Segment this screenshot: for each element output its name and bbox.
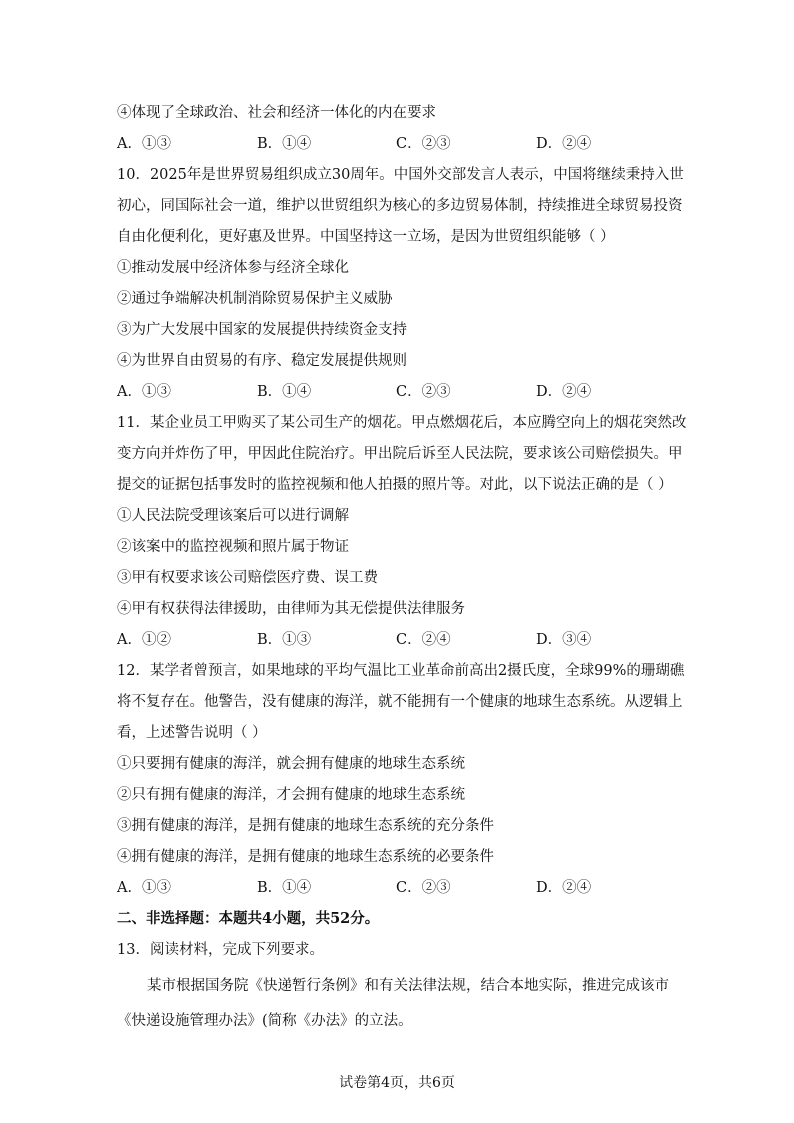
q10-statement-4: ④为世界自由贸易的有序、稳定发展提供规则 — [117, 353, 407, 369]
q12-option-d: D．②④ — [536, 880, 592, 896]
q9-statement-4: ④体现了全球政治、社会和经济一体化的内在要求 — [117, 105, 436, 121]
q11-statement-3: ③甲有权要求该公司赔偿医疗费、误工费 — [117, 570, 378, 586]
q9-option-d: D．②④ — [536, 136, 592, 152]
q12-stem-line-2: 将不复存在。他警告，没有健康的海洋，就不能拥有一个健康的地球生态系统。从逻辑上 — [117, 694, 683, 710]
q11-statement-4: ④甲有权获得法律援助，由律师为其无偿提供法律服务 — [117, 601, 465, 617]
q11-statement-1: ①人民法院受理该案后可以进行调解 — [117, 508, 349, 524]
q11-option-d: D．③④ — [536, 632, 592, 648]
q12-option-a: A．①③ — [117, 880, 171, 896]
q10-statement-3: ③为广大发展中国家的发展提供持续资金支持 — [117, 322, 407, 338]
q13-material-line-2: 《快递设施管理办法》(简称《办法》的立法。 — [117, 1013, 413, 1029]
q11-stem-line-2: 变方向并炸伤了甲，甲因此住院治疗。甲出院后诉至人民法院，要求该公司赔偿损失。甲 — [117, 446, 683, 462]
q12-option-b: B．①④ — [257, 880, 312, 896]
q11-stem-line-3: 提交的证据包括事发时的监控视频和他人拍摄的照片等。对此，以下说法正确的是（ ） — [117, 477, 673, 493]
q12-stem-line-3: 看，上述警告说明（ ） — [117, 725, 267, 741]
q9-option-c: C．②③ — [396, 136, 451, 152]
page-footer: 试卷第4页，共6页 — [339, 1075, 455, 1091]
q11-option-b: B．①③ — [257, 632, 312, 648]
q12-statement-4: ④拥有健康的海洋，是拥有健康的地球生态系统的必要条件 — [117, 849, 494, 865]
q11-stem-line-1: 11．某企业员工甲购买了某公司生产的烟花。甲点燃烟花后，本应腾空向上的烟花突然改 — [117, 415, 687, 431]
q12-statement-3: ③拥有健康的海洋，是拥有健康的地球生态系统的充分条件 — [117, 818, 494, 834]
q13-material-line-1: 某市根据国务院《快递暂行条例》和有关法律法规，结合本地实际，推进完成该市 — [147, 978, 669, 994]
q10-stem-line-2: 初心，同国际社会一道，维护以世贸组织为核心的多边贸易体制，持续推进全球贸易投资 — [117, 198, 683, 214]
q9-option-a: A．①③ — [117, 136, 171, 152]
q10-option-c: C．②③ — [396, 384, 451, 400]
q10-option-d: D．②④ — [536, 384, 592, 400]
q10-statement-1: ①推动发展中经济体参与经济全球化 — [117, 260, 349, 276]
q12-option-c: C．②③ — [396, 880, 451, 896]
q10-statement-2: ②通过争端解决机制消除贸易保护主义威胁 — [117, 291, 393, 307]
q10-stem-line-3: 自由化便利化，更好惠及世界。中国坚持这一立场，是因为世贸组织能够（ ） — [117, 229, 615, 245]
q10-stem-line-1: 10．2025年是世界贸易组织成立30周年。中国外交部发言人表示，中国将继续秉持入世 — [117, 167, 684, 183]
q9-option-b: B．①④ — [257, 136, 312, 152]
q11-statement-2: ②该案中的监控视频和照片属于物证 — [117, 539, 349, 555]
q11-option-c: C．②④ — [396, 632, 451, 648]
q11-option-a: A．①② — [117, 632, 171, 648]
q10-option-a: A．①③ — [117, 384, 171, 400]
q12-statement-1: ①只要拥有健康的海洋，就会拥有健康的地球生态系统 — [117, 756, 465, 772]
q12-statement-2: ②只有拥有健康的海洋，才会拥有健康的地球生态系统 — [117, 787, 465, 803]
q10-option-b: B．①④ — [257, 384, 312, 400]
q12-stem-line-1: 12．某学者曾预言，如果地球的平均气温比工业革命前高出2摄氏度，全球99%的珊瑚礁 — [117, 663, 685, 679]
section-heading: 二、非选择题：本题共4小题，共52分。 — [117, 910, 380, 927]
q13-instruction: 13．阅读材料，完成下列要求。 — [117, 942, 324, 958]
